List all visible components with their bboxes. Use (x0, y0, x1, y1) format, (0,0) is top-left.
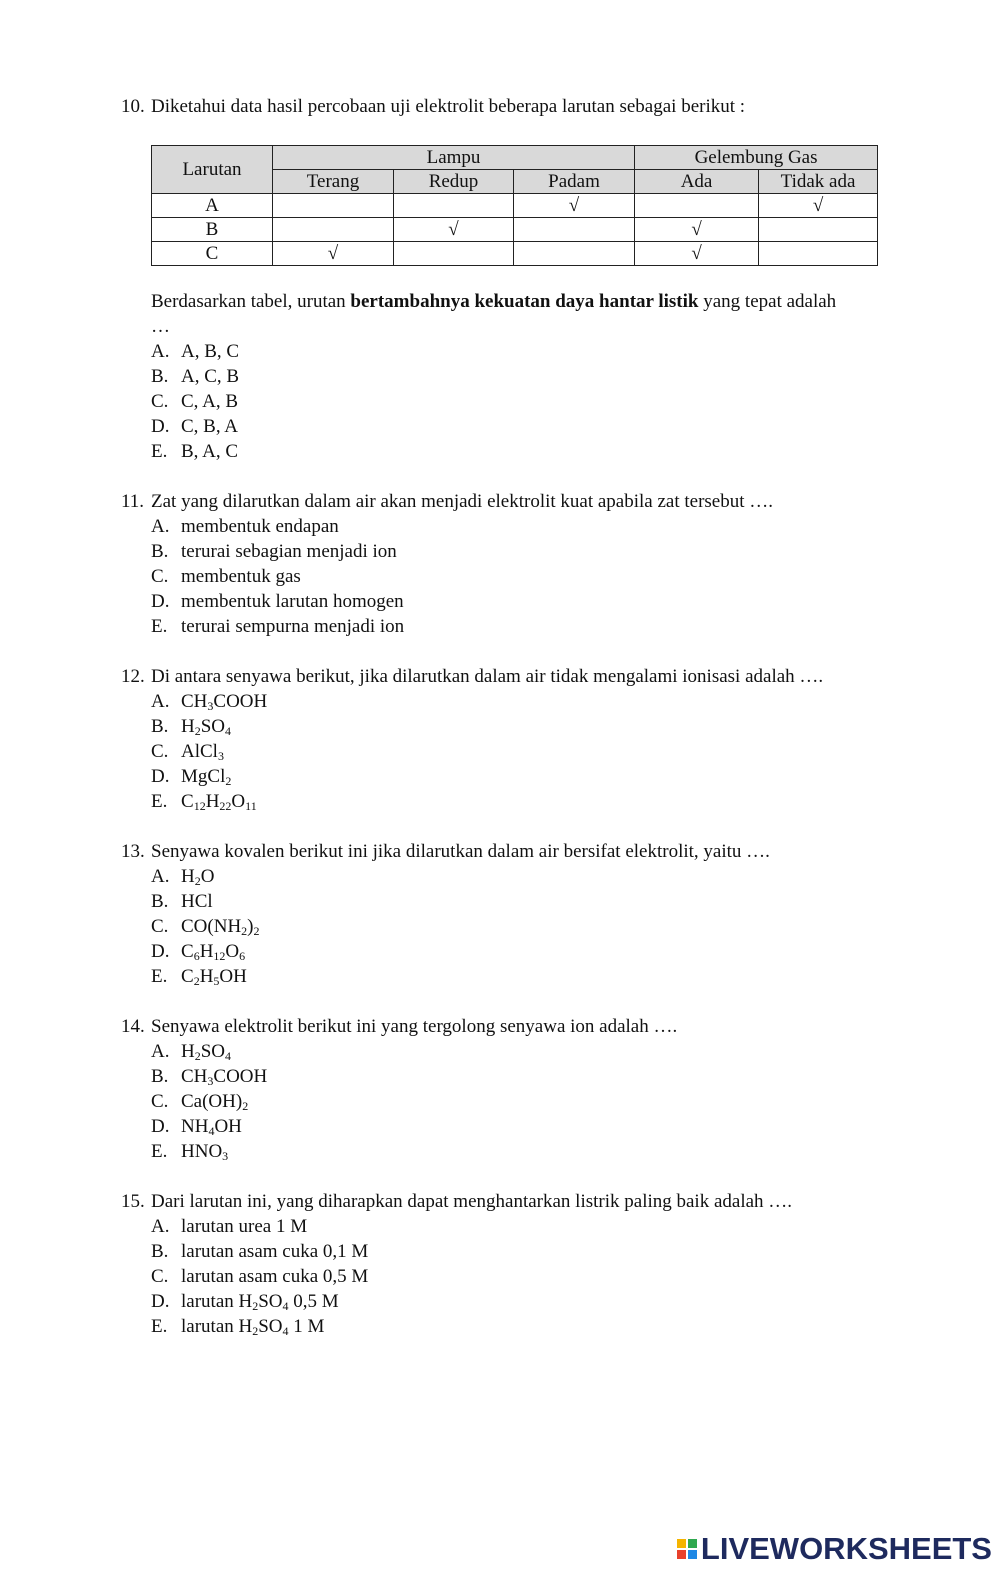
row-label: C (152, 242, 273, 266)
emphasis-text: bertambahnya kekuatan daya hantar listik (350, 291, 699, 312)
question-text: Senyawa kovalen berikut ini jika dilarutkan dalam air bersifat elektrolit, yaitu …. (151, 841, 770, 862)
question-14-stem (121, 1014, 901, 1039)
question-14 (121, 1014, 901, 1164)
question-15-stem (121, 1189, 901, 1214)
cell-redup (394, 194, 514, 218)
option-e[interactable]: E. terurai sempurna menjadi ion (151, 616, 405, 637)
option-a[interactable]: A. $H_2O$ (151, 866, 215, 888)
option-a[interactable]: A. A, B, C (151, 341, 240, 362)
ellipsis: … (151, 316, 170, 337)
option-e[interactable]: E. $HNO_3$ (151, 1141, 229, 1163)
question-10-options (121, 339, 901, 464)
option-c[interactable]: C. C, A, B (151, 391, 239, 412)
subheader-ada: Ada (635, 170, 759, 194)
option-d[interactable]: D. larutan $H_2SO_4$ 0,5 M (151, 1291, 339, 1313)
question-13-stem (121, 839, 901, 864)
cell-ada: √ (635, 242, 759, 266)
question-number: 12. (121, 666, 145, 687)
option-b[interactable]: B. A, C, B (151, 366, 240, 387)
question-12-stem (121, 664, 901, 689)
subheader-tidak-ada: Tidak ada (759, 170, 878, 194)
cell-terang: √ (273, 242, 394, 266)
cell-terang (273, 194, 394, 218)
subheader-padam: Padam (514, 170, 635, 194)
option-d[interactable]: D. $C_6H_{12}O_6$ (151, 941, 246, 963)
option-c[interactable]: C. membentuk gas (151, 566, 301, 587)
cell-padam (514, 242, 635, 266)
option-b[interactable]: B. $H_2SO_4$ (151, 716, 232, 738)
option-c[interactable]: C. larutan asam cuka 0,5 M (151, 1266, 369, 1287)
option-a[interactable]: A. larutan urea 1 M (151, 1216, 308, 1237)
option-b[interactable]: B. $CH_3COOH$ (151, 1066, 268, 1088)
question-15 (121, 1189, 901, 1339)
question-number: 11. (121, 491, 145, 512)
question-text: Zat yang dilarutkan dalam air akan menjadi elektrolit kuat apabila zat tersebut …. (151, 491, 774, 512)
question-10-paragraph: Berdasarkan tabel, urutan bertambahnya kekuatan daya hantar listik yang tepat adalah … (151, 291, 837, 337)
option-d[interactable]: D. $NH_4OH$ (151, 1116, 242, 1138)
cell-terang (273, 218, 394, 242)
option-e[interactable]: E. $C_{12}H_{22}O_{11}$ (151, 791, 257, 813)
table-row (152, 242, 878, 266)
row-label: B (152, 218, 273, 242)
option-d[interactable]: D. C, B, A (151, 416, 239, 437)
subheader-terang: Terang (273, 170, 394, 194)
question-text: Di antara senyawa berikut, jika dilarutkan dalam air tidak mengalami ionisasi adalah …. (151, 666, 824, 687)
option-b[interactable]: B. terurai sebagian menjadi ion (151, 541, 397, 562)
formula: $CH_3COOH$ (181, 691, 268, 713)
cell-tidak-ada (759, 242, 878, 266)
cell-tidak-ada: √ (759, 194, 878, 218)
question-12 (121, 664, 901, 814)
question-11-stem (121, 489, 901, 514)
formula: $Ca(OH)_2$ (181, 1091, 249, 1113)
formula: MgCl$_2$ (181, 766, 232, 788)
formula: $CH_3COOH$ (181, 1066, 268, 1088)
header-lampu: Lampu (273, 146, 635, 170)
formula: $HNO_3$ (181, 1141, 229, 1163)
table-row (152, 194, 878, 218)
option-a[interactable]: A. $H_2SO_4$ (151, 1041, 232, 1063)
cell-redup (394, 242, 514, 266)
question-10-stem (121, 94, 901, 119)
header-gelembung-gas: Gelembung Gas (635, 146, 878, 170)
logo-icon (677, 1539, 697, 1559)
logo-text: LIVEWORKSHEETS (700, 1531, 992, 1566)
subheader-redup: Redup (394, 170, 514, 194)
formula: $CO(NH_2)_2$ (181, 916, 260, 938)
option-d[interactable]: D. MgCl$_2$ (151, 766, 232, 788)
option-b[interactable]: B. larutan asam cuka 0,1 M (151, 1241, 369, 1262)
formula: $C_{12}H_{22}O_{11}$ (181, 791, 257, 813)
option-a[interactable]: A. $CH_3COOH$ (151, 691, 268, 713)
question-text: Diketahui data hasil percobaan uji elektrolit beberapa larutan sebagai berikut : (151, 96, 746, 117)
cell-padam (514, 218, 635, 242)
question-number: 10. (121, 96, 145, 117)
option-d[interactable]: D. membentuk larutan homogen (151, 591, 404, 612)
question-number: 13. (121, 841, 145, 862)
formula: AlCl$_3$ (181, 741, 224, 763)
option-c[interactable]: C. $CO(NH_2)_2$ (151, 916, 260, 938)
cell-redup: √ (394, 218, 514, 242)
option-b[interactable]: B. HCl (151, 891, 213, 912)
formula: $H_2SO_4$ (181, 716, 232, 738)
formula: $NH_4OH$ (181, 1116, 242, 1138)
question-number: 14. (121, 1016, 145, 1037)
header-larutan: Larutan (152, 146, 273, 194)
question-10 (121, 94, 901, 119)
cell-tidak-ada (759, 218, 878, 242)
question-13 (121, 839, 901, 989)
question-text: Senyawa elektrolit berikut ini yang tergolong senyawa ion adalah …. (151, 1016, 678, 1037)
formula: HCl (181, 891, 213, 912)
question-11 (121, 489, 901, 639)
formula: $C_6H_{12}O_6$ (181, 941, 246, 963)
cell-ada: √ (635, 218, 759, 242)
option-e[interactable]: E. $C_2H_5OH$ (151, 966, 247, 988)
option-a[interactable]: A. membentuk endapan (151, 516, 339, 537)
formula: $C_2H_5OH$ (181, 966, 247, 988)
question-number: 15. (121, 1191, 145, 1212)
liveworksheets-logo[interactable] (677, 1532, 992, 1566)
formula: $H_2SO_4$ (181, 1041, 232, 1063)
electrolyte-test-table (151, 145, 878, 266)
option-c[interactable]: C. $Ca(OH)_2$ (151, 1091, 249, 1113)
cell-ada (635, 194, 759, 218)
cell-padam: √ (514, 194, 635, 218)
option-c[interactable]: C. AlCl$_3$ (151, 741, 224, 763)
row-label: A (152, 194, 273, 218)
option-e[interactable]: E. B, A, C (151, 441, 239, 462)
formula: $H_2O$ (181, 866, 215, 888)
question-text: Dari larutan ini, yang diharapkan dapat menghantarkan listrik paling baik adalah …. (151, 1191, 793, 1212)
table-row (152, 218, 878, 242)
option-e[interactable]: E. larutan $H_2SO_4$ 1 M (151, 1316, 325, 1338)
